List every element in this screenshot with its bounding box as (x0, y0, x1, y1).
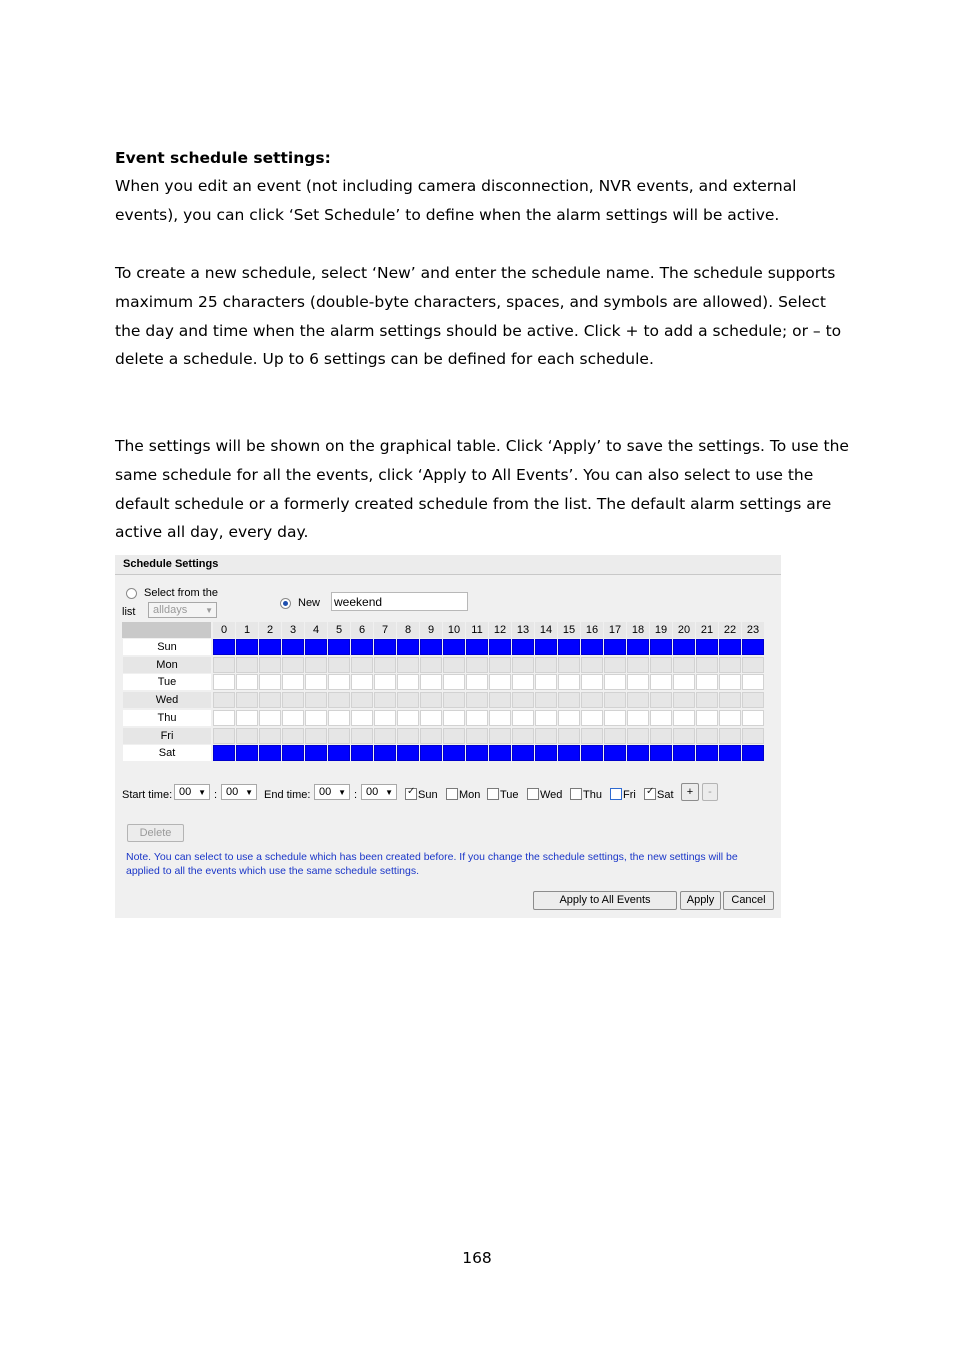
schedule-cell[interactable] (627, 710, 649, 726)
schedule-cell[interactable] (742, 728, 764, 744)
schedule-cell[interactable] (351, 639, 373, 655)
schedule-cell[interactable] (604, 692, 626, 708)
schedule-cell[interactable] (627, 657, 649, 673)
schedule-cell[interactable] (374, 728, 396, 744)
day-row-label: Thu (123, 710, 211, 726)
schedule-cell[interactable] (213, 639, 235, 655)
schedule-cell[interactable] (236, 710, 258, 726)
schedule-cell[interactable] (696, 639, 718, 655)
schedule-cell[interactable] (489, 692, 511, 708)
schedule-cell[interactable] (719, 692, 741, 708)
hour-header: 1 (236, 622, 258, 638)
panel-title: Schedule Settings (123, 558, 219, 570)
schedule-cell[interactable] (236, 639, 258, 655)
start-time-label: Start time: (122, 789, 173, 801)
schedule-cell[interactable] (328, 728, 350, 744)
day-checkbox-label: Sun (418, 789, 438, 801)
schedule-cell[interactable] (673, 692, 695, 708)
chevron-down-icon: ▼ (338, 788, 346, 797)
schedule-cell[interactable] (236, 745, 258, 761)
schedule-cell[interactable] (443, 657, 465, 673)
schedule-cell[interactable] (512, 639, 534, 655)
schedule-cell[interactable] (259, 657, 281, 673)
schedule-cell[interactable] (236, 674, 258, 690)
schedule-cell[interactable] (213, 674, 235, 690)
day-row-label: Sat (123, 745, 211, 761)
schedule-cell[interactable] (512, 674, 534, 690)
hour-header: 5 (328, 622, 350, 638)
day-checkbox-label: Wed (540, 789, 563, 801)
intro-paragraph: When you edit an event (not including camera disconnection, NVR events, and external events), you can click ‘Set Schedule’ to define when the alarm settings will be active. (115, 177, 797, 224)
schedule-cell[interactable] (443, 728, 465, 744)
hour-header: 12 (489, 622, 511, 638)
schedule-settings-panel (115, 555, 781, 918)
schedule-list-value: alldays (153, 604, 188, 616)
schedule-cell[interactable] (673, 710, 695, 726)
schedule-cell[interactable] (443, 674, 465, 690)
schedule-cell[interactable] (236, 692, 258, 708)
schedule-cell[interactable] (397, 728, 419, 744)
schedule-cell[interactable] (466, 745, 488, 761)
schedule-cell[interactable] (581, 639, 603, 655)
schedule-cell[interactable] (213, 710, 235, 726)
end-time-label: End time: (264, 789, 311, 801)
schedule-cell[interactable] (604, 657, 626, 673)
schedule-cell[interactable] (627, 728, 649, 744)
schedule-cell[interactable] (627, 745, 649, 761)
schedule-cell[interactable] (719, 639, 741, 655)
hour-header: 7 (374, 622, 396, 638)
new-schedule-radio[interactable] (280, 598, 291, 609)
schedule-cell[interactable] (282, 639, 304, 655)
schedule-cell[interactable] (742, 657, 764, 673)
chevron-down-icon: ▼ (198, 788, 206, 797)
schedule-cell[interactable] (512, 692, 534, 708)
schedule-cell[interactable] (604, 710, 626, 726)
select-from-list-label-cont: list (122, 606, 136, 618)
schedule-cell[interactable] (581, 745, 603, 761)
schedule-cell[interactable] (374, 745, 396, 761)
schedule-cell[interactable] (397, 710, 419, 726)
schedule-cell[interactable] (466, 674, 488, 690)
schedule-cell[interactable] (604, 639, 626, 655)
schedule-cell[interactable] (489, 745, 511, 761)
schedule-cell[interactable] (374, 710, 396, 726)
start-colon: : (214, 789, 218, 801)
schedule-cell[interactable] (259, 674, 281, 690)
schedule-cell[interactable] (282, 728, 304, 744)
schedule-cell[interactable] (420, 674, 442, 690)
hour-header: 13 (512, 622, 534, 638)
hour-header: 6 (351, 622, 373, 638)
schedule-cell[interactable] (282, 657, 304, 673)
schedule-cell[interactable] (443, 710, 465, 726)
chevron-down-icon: ▼ (205, 606, 213, 615)
hour-header: 15 (558, 622, 580, 638)
day-checkbox-thu[interactable] (570, 788, 582, 800)
schedule-cell[interactable] (282, 674, 304, 690)
schedule-cell[interactable] (696, 728, 718, 744)
schedule-cell[interactable] (719, 745, 741, 761)
schedule-cell[interactable] (512, 657, 534, 673)
schedule-cell[interactable] (719, 728, 741, 744)
end-minute-select[interactable] (361, 784, 397, 800)
schedule-cell[interactable] (466, 639, 488, 655)
schedule-cell[interactable] (512, 728, 534, 744)
cancel-button[interactable]: Cancel (723, 891, 774, 910)
schedule-cell[interactable] (259, 728, 281, 744)
schedule-cell[interactable] (305, 692, 327, 708)
chevron-down-icon: ▼ (385, 788, 393, 797)
schedule-cell[interactable] (696, 657, 718, 673)
schedule-cell[interactable] (535, 745, 557, 761)
hour-header: 16 (581, 622, 603, 638)
schedule-cell[interactable] (558, 728, 580, 744)
schedule-cell[interactable] (305, 639, 327, 655)
schedule-cell[interactable] (305, 674, 327, 690)
schedule-cell[interactable] (374, 674, 396, 690)
select-from-list-label: Select from the (144, 587, 218, 599)
schedule-cell[interactable] (259, 710, 281, 726)
schedule-cell[interactable] (213, 745, 235, 761)
hour-header: 19 (650, 622, 672, 638)
day-row-label: Tue (123, 674, 211, 690)
schedule-cell[interactable] (650, 657, 672, 673)
schedule-cell[interactable] (489, 657, 511, 673)
schedule-cell[interactable] (305, 710, 327, 726)
day-checkbox-sat[interactable] (644, 788, 656, 800)
schedule-cell[interactable] (581, 674, 603, 690)
hour-header: 11 (466, 622, 488, 638)
schedule-cell[interactable] (420, 639, 442, 655)
schedule-cell[interactable] (673, 728, 695, 744)
schedule-cell[interactable] (420, 745, 442, 761)
schedule-cell[interactable] (236, 728, 258, 744)
schedule-cell[interactable] (604, 728, 626, 744)
day-checkbox-fri[interactable] (610, 788, 622, 800)
delete-button[interactable]: Delete (127, 824, 184, 842)
schedule-cell[interactable] (443, 639, 465, 655)
start-minute-value: 00 (226, 786, 239, 798)
schedule-cell[interactable] (328, 692, 350, 708)
hour-header: 14 (535, 622, 557, 638)
schedule-cell[interactable] (443, 745, 465, 761)
schedule-cell[interactable] (535, 674, 557, 690)
hour-header: 10 (443, 622, 465, 638)
schedule-cell[interactable] (719, 657, 741, 673)
end-hour-value: 00 (319, 786, 332, 798)
schedule-cell[interactable] (581, 657, 603, 673)
end-hour-select[interactable] (314, 784, 350, 800)
schedule-cell[interactable] (719, 710, 741, 726)
schedule-cell[interactable] (259, 692, 281, 708)
schedule-cell[interactable] (305, 728, 327, 744)
day-checkbox-wed[interactable] (527, 788, 539, 800)
schedule-cell[interactable] (581, 710, 603, 726)
schedule-cell[interactable] (673, 745, 695, 761)
schedule-cell[interactable] (374, 692, 396, 708)
day-checkbox-label: Tue (500, 789, 519, 801)
apply-settings-paragraph: The settings will be shown on the graphical table. Click ‘Apply’ to save the settings. To use the same schedule for all the events, click ‘Apply to All Events’. You can also select to use the default schedule or a formerly created schedule from the list. The default alarm settings are active all day, every day. (115, 437, 849, 542)
schedule-cell[interactable] (696, 710, 718, 726)
schedule-cell[interactable] (259, 745, 281, 761)
schedule-cell[interactable] (742, 710, 764, 726)
day-row-label: Fri (123, 728, 211, 744)
schedule-cell[interactable] (420, 728, 442, 744)
schedule-cell[interactable] (742, 639, 764, 655)
schedule-cell[interactable] (213, 692, 235, 708)
schedule-cell[interactable] (397, 692, 419, 708)
schedule-cell[interactable] (696, 674, 718, 690)
hour-header: 4 (305, 622, 327, 638)
schedule-cell[interactable] (351, 692, 373, 708)
new-schedule-label: New (298, 597, 321, 609)
schedule-cell[interactable] (673, 674, 695, 690)
schedule-cell[interactable] (374, 639, 396, 655)
schedule-cell[interactable] (351, 657, 373, 673)
page-number: 168 (462, 1249, 492, 1267)
schedule-cell[interactable] (397, 745, 419, 761)
schedule-cell[interactable] (328, 639, 350, 655)
schedule-cell[interactable] (696, 692, 718, 708)
schedule-cell[interactable] (282, 745, 304, 761)
schedule-cell[interactable] (581, 692, 603, 708)
schedule-cell[interactable] (535, 639, 557, 655)
hour-header: 8 (397, 622, 419, 638)
hour-header: 20 (673, 622, 695, 638)
schedule-cell[interactable] (512, 710, 534, 726)
schedule-cell[interactable] (650, 674, 672, 690)
schedule-cell[interactable] (213, 728, 235, 744)
schedule-name-value: weekend (334, 595, 383, 609)
schedule-cell[interactable] (650, 692, 672, 708)
schedule-cell[interactable] (328, 710, 350, 726)
schedule-cell[interactable] (535, 657, 557, 673)
schedule-cell[interactable] (328, 745, 350, 761)
schedule-cell[interactable] (466, 728, 488, 744)
chevron-down-icon: ▼ (245, 788, 253, 797)
schedule-cell[interactable] (328, 674, 350, 690)
hour-header: 3 (282, 622, 304, 638)
create-schedule-paragraph: To create a new schedule, select ‘New’ and enter the schedule name. The schedule supports maximum 25 characters (double-byte characters, spaces, and symbols are allowed). Select the day and time when the alarm settings should be active. Click + to add a schedule; or – to delete a schedule. Up to 6 settings can be defined for each schedule. (115, 264, 842, 369)
schedule-cell[interactable] (420, 657, 442, 673)
schedule-cell[interactable] (604, 745, 626, 761)
schedule-cell[interactable] (558, 692, 580, 708)
schedule-cell[interactable] (650, 710, 672, 726)
schedule-cell[interactable] (397, 657, 419, 673)
schedule-cell[interactable] (397, 674, 419, 690)
hour-header: 9 (420, 622, 442, 638)
apply-button[interactable]: Apply (680, 891, 721, 910)
schedule-cell[interactable] (328, 657, 350, 673)
schedule-cell[interactable] (420, 710, 442, 726)
day-checkbox-tue[interactable] (487, 788, 499, 800)
schedule-cell[interactable] (558, 745, 580, 761)
schedule-cell[interactable] (259, 639, 281, 655)
schedule-cell[interactable] (374, 657, 396, 673)
end-minute-value: 00 (366, 786, 379, 798)
schedule-cell[interactable] (650, 745, 672, 761)
schedule-cell[interactable] (282, 710, 304, 726)
schedule-cell[interactable] (305, 745, 327, 761)
schedule-cell[interactable] (420, 692, 442, 708)
schedule-cell[interactable] (466, 657, 488, 673)
end-colon: : (354, 789, 358, 801)
hour-header: 22 (719, 622, 741, 638)
hour-header: 17 (604, 622, 626, 638)
schedule-cell[interactable] (535, 710, 557, 726)
day-checkbox-sun[interactable] (405, 788, 417, 800)
day-checkbox-mon[interactable] (446, 788, 458, 800)
start-hour-value: 00 (179, 786, 192, 798)
schedule-cell[interactable] (558, 710, 580, 726)
schedule-cell[interactable] (673, 639, 695, 655)
schedule-cell[interactable] (535, 692, 557, 708)
schedule-cell[interactable] (627, 674, 649, 690)
day-row-label: Sun (123, 639, 211, 655)
hour-header: 21 (696, 622, 718, 638)
day-row-label: Mon (123, 657, 211, 673)
start-hour-select[interactable] (174, 784, 210, 800)
schedule-note: Note. You can select to use a schedule which has been created before. If you change the schedule settings, the new settings will be applied to all the events which use the same schedule settings. (126, 851, 738, 877)
schedule-cell[interactable] (742, 692, 764, 708)
schedule-cell[interactable] (604, 674, 626, 690)
schedule-cell[interactable] (351, 745, 373, 761)
start-minute-select[interactable] (221, 784, 257, 800)
select-from-list-radio[interactable] (126, 588, 137, 599)
schedule-cell[interactable] (742, 674, 764, 690)
schedule-cell[interactable] (397, 639, 419, 655)
schedule-cell[interactable] (742, 745, 764, 761)
schedule-cell[interactable] (351, 728, 373, 744)
schedule-cell[interactable] (719, 674, 741, 690)
section-heading: Event schedule settings: (115, 149, 331, 167)
schedule-cell[interactable] (351, 710, 373, 726)
add-schedule-button[interactable]: + (681, 783, 699, 801)
schedule-cell[interactable] (650, 639, 672, 655)
hour-header: 2 (259, 622, 281, 638)
schedule-cell[interactable] (650, 728, 672, 744)
day-row-label: Wed (123, 692, 211, 708)
hour-header: 23 (742, 622, 764, 638)
schedule-cell[interactable] (305, 657, 327, 673)
schedule-cell[interactable] (696, 745, 718, 761)
schedule-cell[interactable] (282, 692, 304, 708)
schedule-name-input[interactable] (331, 592, 468, 611)
schedule-cell[interactable] (535, 728, 557, 744)
schedule-list-dropdown[interactable] (148, 602, 217, 618)
schedule-cell[interactable] (489, 710, 511, 726)
schedule-cell[interactable] (351, 674, 373, 690)
schedule-cell[interactable] (558, 657, 580, 673)
hour-header: 0 (213, 622, 235, 638)
schedule-cell[interactable] (627, 692, 649, 708)
hour-header: 18 (627, 622, 649, 638)
remove-schedule-button[interactable]: - (702, 783, 718, 801)
schedule-cell[interactable] (466, 710, 488, 726)
schedule-cell[interactable] (466, 692, 488, 708)
day-checkbox-label: Thu (583, 789, 602, 801)
schedule-cell[interactable] (489, 639, 511, 655)
schedule-cell[interactable] (236, 657, 258, 673)
schedule-cell[interactable] (443, 692, 465, 708)
schedule-cell[interactable] (489, 674, 511, 690)
day-checkbox-label: Sat (657, 789, 674, 801)
panel-title-bar (115, 555, 781, 575)
schedule-cell[interactable] (558, 639, 580, 655)
grid-corner (122, 622, 211, 638)
schedule-cell[interactable] (581, 728, 603, 744)
schedule-cell[interactable] (512, 745, 534, 761)
apply-to-all-events-button[interactable]: Apply to All Events (533, 891, 677, 910)
schedule-cell[interactable] (213, 657, 235, 673)
schedule-cell[interactable] (673, 657, 695, 673)
day-checkbox-label: Mon (459, 789, 481, 801)
schedule-cell[interactable] (627, 639, 649, 655)
schedule-cell[interactable] (489, 728, 511, 744)
day-checkbox-label: Fri (623, 789, 636, 801)
schedule-cell[interactable] (558, 674, 580, 690)
